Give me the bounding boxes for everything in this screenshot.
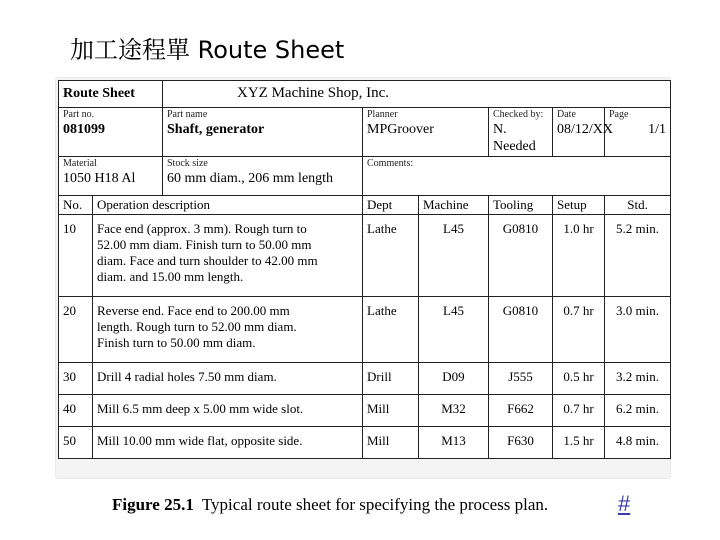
- column-header-no: No.: [59, 196, 93, 215]
- material-value: 1050 H18 Al: [63, 171, 136, 186]
- op-description-line: 52.00 mm diam. Finish turn to 50.00 mm: [97, 237, 312, 252]
- op-description-line: Finish turn to 50.00 mm diam.: [97, 335, 256, 350]
- column-header-dept: Dept: [363, 196, 419, 215]
- op-std: 4.8 min.: [605, 427, 671, 459]
- op-std: 6.2 min.: [605, 395, 671, 427]
- op-dept: Mill: [363, 395, 419, 427]
- column-header-std: Std.: [605, 196, 671, 215]
- operation-row: [59, 297, 671, 363]
- planner-label: Planner: [367, 109, 398, 120]
- column-header-machine: Machine: [419, 196, 489, 215]
- operation-row: [59, 395, 671, 427]
- op-description: [93, 215, 363, 297]
- part-name-label: Part name: [167, 109, 208, 120]
- date-cell: [553, 108, 613, 157]
- planner-value: MPGroover: [367, 122, 434, 137]
- op-dept: Mill: [363, 427, 419, 459]
- part-no-cell: [59, 108, 163, 157]
- checked-by-label: Checked by:: [493, 109, 544, 120]
- op-tooling: F630: [489, 427, 553, 459]
- part-name-cell: [163, 108, 363, 157]
- planner-cell: [363, 108, 489, 157]
- op-dept: Drill: [363, 363, 419, 395]
- comments-cell: [363, 157, 671, 196]
- column-header-tooling: Tooling: [489, 196, 553, 215]
- stock-size-cell: [163, 157, 363, 196]
- op-setup: 0.7 hr: [553, 297, 605, 363]
- sheet-info-row-1: [59, 108, 671, 157]
- figure-number: Figure 25.1: [112, 495, 194, 514]
- sheet-header-row: [59, 81, 671, 108]
- operation-row: [59, 363, 671, 395]
- route-sheet-table: [58, 80, 671, 459]
- company-name: XYZ Machine Shop, Inc.: [237, 85, 390, 101]
- checked-by-value: N. Needed: [493, 122, 536, 154]
- op-description-line: Reverse end. Face end to 200.00 mm: [97, 303, 290, 318]
- op-setup: 1.5 hr: [553, 427, 605, 459]
- op-description-line: Mill 10.00 mm wide flat, opposite side.: [97, 433, 303, 448]
- sheet-info-row-2: [59, 157, 671, 196]
- op-description: [93, 427, 363, 459]
- part-name-value: Shaft, generator: [167, 122, 265, 137]
- part-no-label: Part no.: [63, 109, 95, 120]
- page-link[interactable]: #: [618, 491, 631, 516]
- sheet-header-label: Route Sheet: [63, 86, 135, 101]
- op-description-line: Drill 4 radial holes 7.50 mm diam.: [97, 369, 277, 384]
- page-label: Page: [609, 109, 629, 120]
- op-no: 40: [59, 395, 93, 427]
- op-machine: M32: [419, 395, 489, 427]
- page-cell: [605, 108, 671, 157]
- op-dept: Lathe: [363, 297, 419, 363]
- page-value: 1/1: [648, 122, 667, 137]
- op-description-line: diam. and 15.00 mm length.: [97, 269, 244, 284]
- operations-header-row: [59, 196, 671, 215]
- op-no: 50: [59, 427, 93, 459]
- op-no: 30: [59, 363, 93, 395]
- op-setup: 0.5 hr: [553, 363, 605, 395]
- op-setup: 1.0 hr: [553, 215, 605, 297]
- date-value: 08/12/XX: [557, 122, 613, 137]
- op-machine: L45: [419, 297, 489, 363]
- column-header-setup: Setup: [553, 196, 605, 215]
- material-label: Material: [63, 158, 97, 169]
- op-no: 10: [59, 215, 93, 297]
- operation-row: [59, 215, 671, 297]
- figure-caption-text: Typical route sheet for specifying the process plan.: [201, 495, 549, 514]
- comments-label: Comments:: [367, 158, 414, 169]
- op-description-line: length. Rough turn to 52.00 mm diam.: [97, 319, 297, 334]
- date-label: Date: [557, 109, 576, 120]
- op-std: 3.0 min.: [605, 297, 671, 363]
- checked-by-cell: [489, 108, 553, 157]
- op-description-line: Face end (approx. 3 mm). Rough turn to: [97, 221, 307, 236]
- op-std: 5.2 min.: [605, 215, 671, 297]
- op-no: 20: [59, 297, 93, 363]
- operations-body: [59, 215, 671, 459]
- op-machine: M13: [419, 427, 489, 459]
- op-std: 3.2 min.: [605, 363, 671, 395]
- op-machine: D09: [419, 363, 489, 395]
- op-tooling: J555: [489, 363, 553, 395]
- op-setup: 0.7 hr: [553, 395, 605, 427]
- stock-size-label: Stock size: [167, 158, 208, 169]
- op-description: [93, 297, 363, 363]
- op-description: [93, 363, 363, 395]
- figure-caption: [112, 495, 548, 515]
- stock-size-value: 60 mm diam., 206 mm length: [167, 171, 334, 186]
- material-cell: [59, 157, 163, 196]
- op-tooling: F662: [489, 395, 553, 427]
- op-tooling: G0810: [489, 215, 553, 297]
- op-description: [93, 395, 363, 427]
- part-no-value: 081099: [63, 122, 105, 137]
- slide-title: 加工途程單 Route Sheet: [70, 36, 345, 64]
- op-machine: L45: [419, 215, 489, 297]
- op-description-line: diam. Face and turn shoulder to 42.00 mm: [97, 253, 318, 268]
- op-description-line: Mill 6.5 mm deep x 5.00 mm wide slot.: [97, 401, 304, 416]
- op-dept: Lathe: [363, 215, 419, 297]
- column-header-description: Operation description: [93, 196, 363, 215]
- op-tooling: G0810: [489, 297, 553, 363]
- operation-row: [59, 427, 671, 459]
